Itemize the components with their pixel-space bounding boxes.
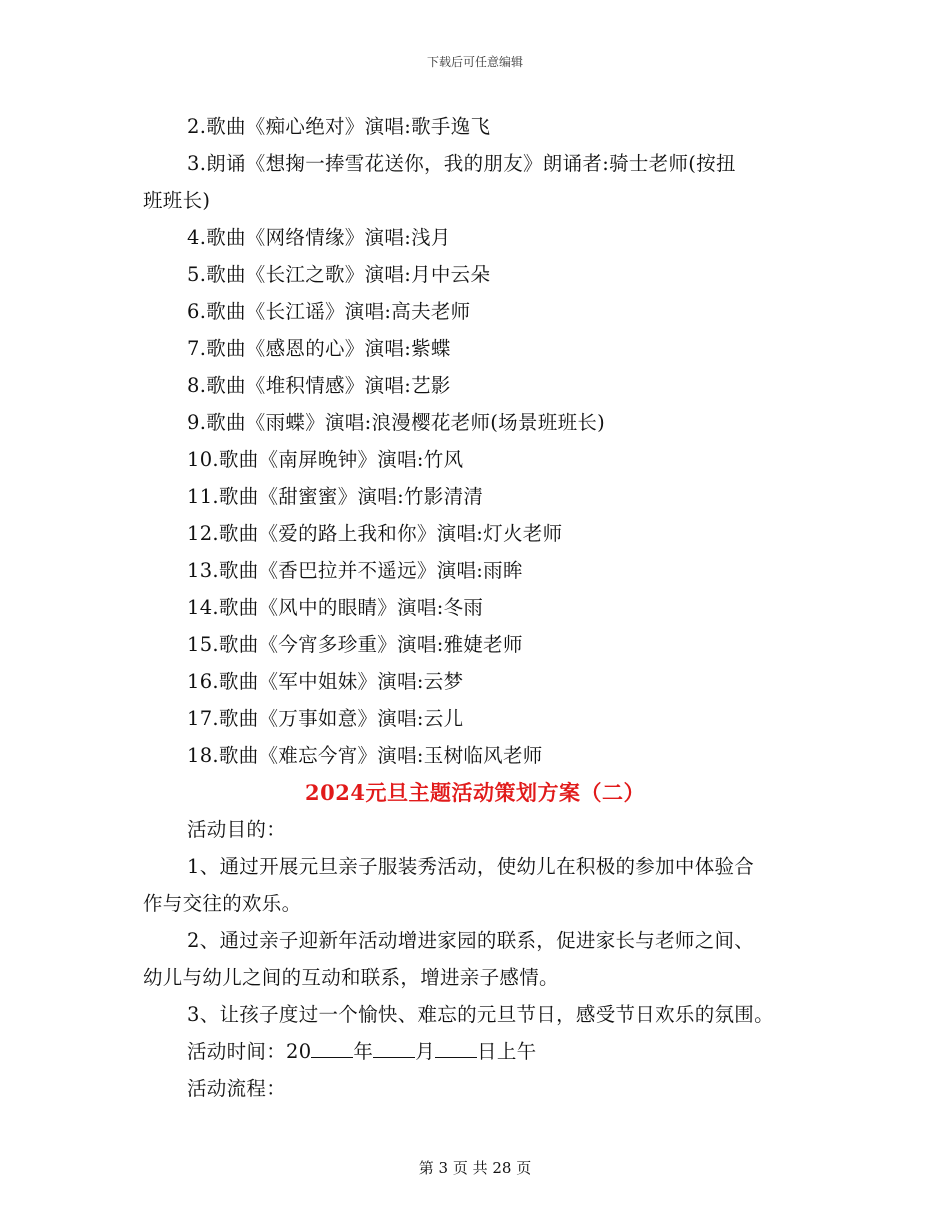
activity-time (0, 1033, 950, 1070)
program-item-3-continued: 班班长) (143, 189, 211, 212)
section-title: 2024元旦主题活动策划方案（二） (305, 780, 645, 805)
page-header: 下载后可任意编辑 (426, 55, 523, 69)
program-item-18: 18.歌曲《难忘今宵》演唱:玉树临风老师 (187, 744, 543, 767)
activity-time-label: 活动时间：20 (187, 1040, 312, 1063)
program-item-7: 7.歌曲《感恩的心》演唱:紫蝶 (187, 337, 451, 360)
program-item-11: 11.歌曲《甜蜜蜜》演唱:竹影清清 (187, 485, 484, 508)
page-footer: 第 3 页 共 28 页 (418, 1159, 532, 1177)
purpose-1-line-2: 作与交往的欢乐。 (143, 892, 302, 915)
purpose-2-line-1: 2、通过亲子迎新年活动增进家园的联系，促进家长与老师之间、 (187, 929, 755, 952)
year-blank (311, 1041, 353, 1058)
program-item-10: 10.歌曲《南屏晚钟》演唱:竹风 (187, 448, 464, 471)
purpose-label: 活动目的： (187, 818, 287, 841)
program-item-16: 16.歌曲《军中姐妹》演唱:云梦 (187, 670, 464, 693)
day-label: 日上午 (477, 1040, 537, 1063)
program-item-4: 4.歌曲《网络情缘》演唱:浅月 (187, 226, 451, 249)
program-item-8: 8.歌曲《堆积情感》演唱:艺影 (187, 374, 451, 397)
year-label: 年 (353, 1040, 374, 1063)
month-blank (373, 1041, 415, 1058)
program-item-5: 5.歌曲《长江之歌》演唱:月中云朵 (187, 263, 491, 286)
program-item-9: 9.歌曲《雨蝶》演唱:浪漫樱花老师(场景班班长) (187, 411, 606, 434)
purpose-2-line-2: 幼儿与幼儿之间的互动和联系，增进亲子感情。 (143, 966, 559, 989)
program-item-2: 2.歌曲《痴心绝对》演唱:歌手逸飞 (187, 115, 491, 138)
purpose-3: 3、让孩子度过一个愉快、难忘的元旦节日，感受节日欢乐的氛围。 (187, 1003, 774, 1026)
program-item-14: 14.歌曲《风中的眼睛》演唱:冬雨 (187, 596, 484, 619)
program-item-6: 6.歌曲《长江谣》演唱:高夫老师 (187, 300, 471, 323)
month-label: 月 (415, 1040, 436, 1063)
program-item-17: 17.歌曲《万事如意》演唱:云儿 (187, 707, 464, 730)
program-item-12: 12.歌曲《爱的路上我和你》演唱:灯火老师 (187, 522, 563, 545)
flow-label: 活动流程： (187, 1077, 287, 1100)
program-item-15: 15.歌曲《今宵多珍重》演唱:雅婕老师 (187, 633, 523, 656)
purpose-1-line-1: 1、通过开展元旦亲子服装秀活动，使幼儿在积极的参加中体验合 (187, 855, 755, 878)
program-item-13: 13.歌曲《香巴拉并不遥远》演唱:雨眸 (187, 559, 523, 582)
document-body (0, 108, 950, 1107)
program-item-3: 3.朗诵《想掬一捧雪花送你，我的朋友》朗诵者:骑士老师(按扭 (187, 152, 736, 175)
day-blank (435, 1041, 477, 1058)
